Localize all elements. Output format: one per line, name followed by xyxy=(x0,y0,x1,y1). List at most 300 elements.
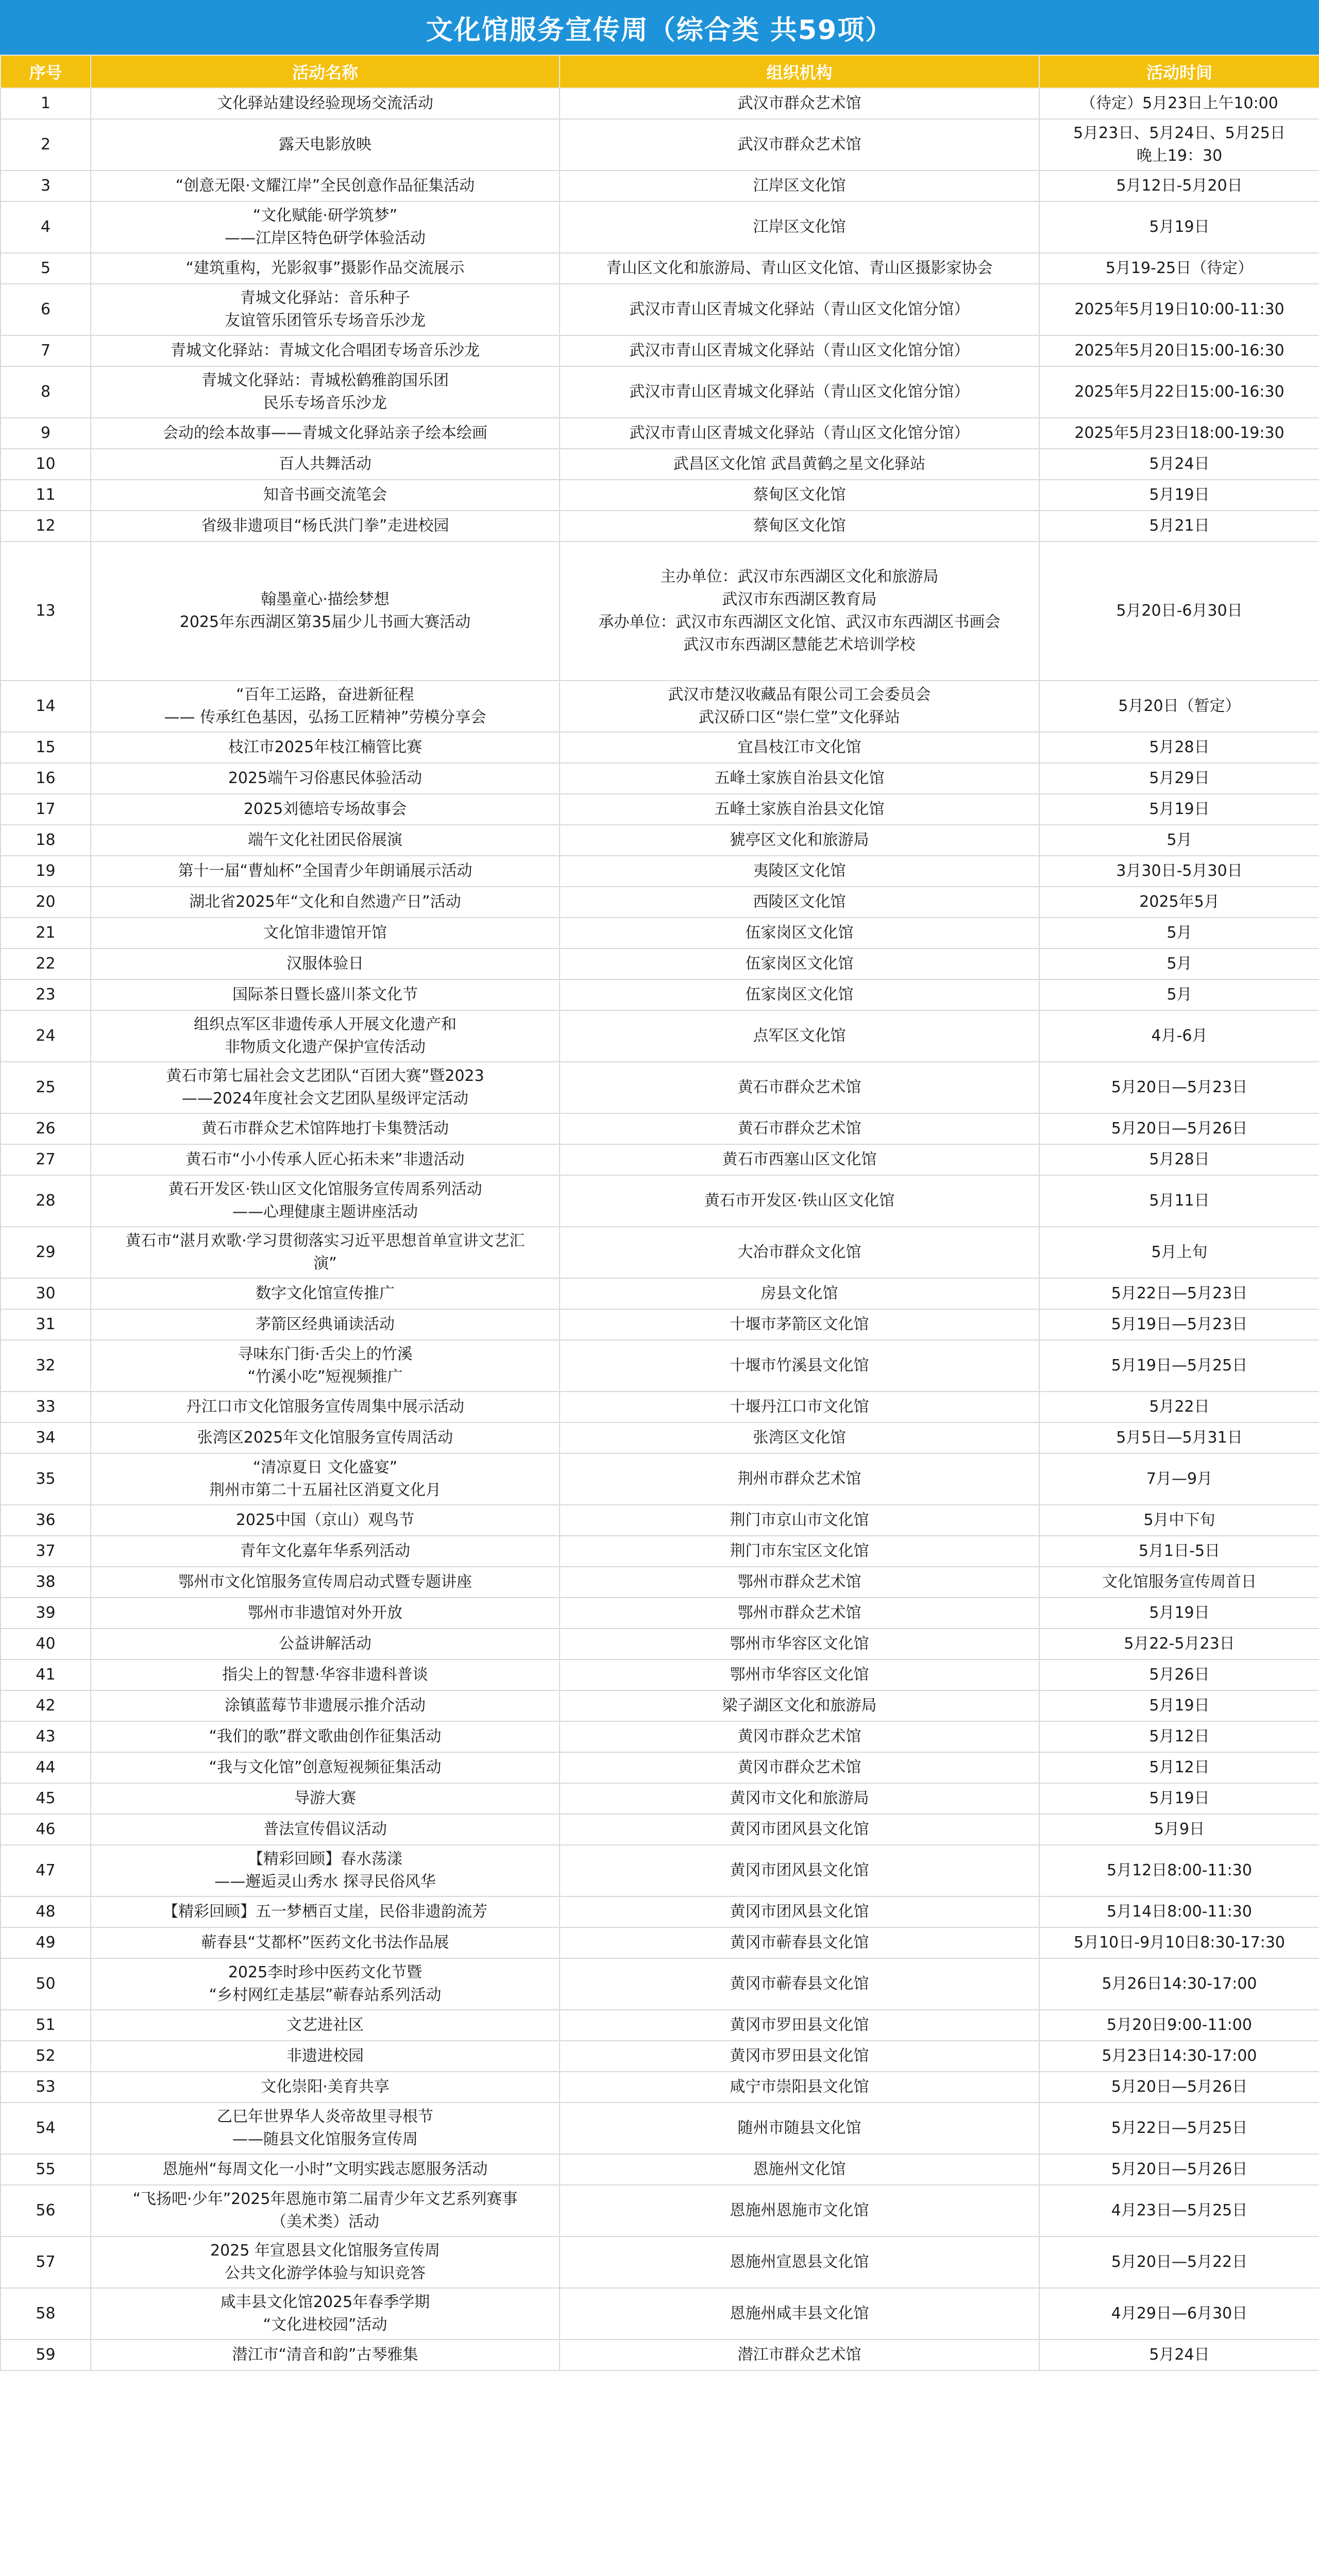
table-row xyxy=(1,335,1319,366)
cell-activity-time: 5月11日 xyxy=(1039,1175,1319,1227)
cell-activity-time: 5月29日 xyxy=(1039,763,1319,794)
cell-activity-time: 7月—9月 xyxy=(1039,1453,1319,1505)
cell-activity-name: 组织点军区非遗传承人开展文化遗产和 非物质文化遗产保护宣传活动 xyxy=(91,1010,560,1062)
cell-number: 42 xyxy=(1,1690,91,1721)
cell-activity-name: 普法宣传倡议活动 xyxy=(91,1814,560,1845)
cell-activity-time: 5月22日 xyxy=(1039,1392,1319,1422)
cell-activity-time: 5月20日—5月23日 xyxy=(1039,1062,1319,1113)
table-row xyxy=(1,541,1319,681)
cell-organization: 江岸区文化馆 xyxy=(560,171,1039,201)
cell-number: 40 xyxy=(1,1629,91,1659)
cell-activity-time: 5月22日—5月23日 xyxy=(1039,1278,1319,1309)
cell-activity-time: 5月28日 xyxy=(1039,1144,1319,1175)
cell-number: 57 xyxy=(1,2236,91,2288)
cell-activity-time: 5月26日14:30-17:00 xyxy=(1039,1958,1319,2010)
cell-activity-name: 黄石开发区·铁山区文化馆服务宣传周系列活动 ——心理健康主题讲座活动 xyxy=(91,1175,560,1227)
table-row xyxy=(1,418,1319,449)
cell-activity-name: “飞扬吧·少年”2025年恩施市第二届青少年文艺系列赛事 （美术类）活动 xyxy=(91,2185,560,2236)
cell-organization: 五峰土家族自治县文化馆 xyxy=(560,763,1039,794)
cell-number: 31 xyxy=(1,1309,91,1340)
cell-organization: 武汉市青山区青城文化驿站（青山区文化馆分馆） xyxy=(560,418,1039,449)
cell-activity-time: 文化馆服务宣传周首日 xyxy=(1039,1567,1319,1598)
cell-activity-name: 2025中国（京山）观鸟节 xyxy=(91,1505,560,1536)
cell-activity-name: 寻味东门街·舌尖上的竹溪 “竹溪小吃”短视频推广 xyxy=(91,1340,560,1392)
table-row xyxy=(1,1175,1319,1227)
cell-organization: 武汉市群众艺术馆 xyxy=(560,88,1039,119)
cell-activity-name: 汉服体验日 xyxy=(91,948,560,979)
cell-activity-name: 涂镇蓝莓节非遗展示推介活动 xyxy=(91,1690,560,1721)
cell-organization: 点军区文化馆 xyxy=(560,1010,1039,1062)
cell-activity-name: 导游大赛 xyxy=(91,1783,560,1814)
cell-number: 3 xyxy=(1,171,91,201)
cell-organization: 黄冈市群众艺术馆 xyxy=(560,1721,1039,1752)
header-organization: 组织机构 xyxy=(560,55,1039,88)
cell-organization: 武汉市群众艺术馆 xyxy=(560,119,1039,171)
cell-organization: 十堰市茅箭区文化馆 xyxy=(560,1309,1039,1340)
cell-activity-name: 2025刘德培专场故事会 xyxy=(91,794,560,825)
table-row xyxy=(1,1958,1319,2010)
table-row xyxy=(1,1227,1319,1278)
cell-organization: 咸宁市崇阳县文化馆 xyxy=(560,2072,1039,2103)
cell-activity-time: 5月19日 xyxy=(1039,201,1319,253)
cell-activity-time: 5月1日-5日 xyxy=(1039,1536,1319,1567)
table-header-row xyxy=(1,55,1319,88)
cell-activity-name: “文化赋能·研学筑梦” ——江岸区特色研学体验活动 xyxy=(91,201,560,253)
cell-activity-name: 咸丰县文化馆2025年春季学期 “文化进校园”活动 xyxy=(91,2288,560,2340)
cell-organization: 张湾区文化馆 xyxy=(560,1422,1039,1453)
cell-organization: 十堰市竹溪县文化馆 xyxy=(560,1340,1039,1392)
cell-organization: 蔡甸区文化馆 xyxy=(560,480,1039,511)
cell-number: 9 xyxy=(1,418,91,449)
cell-activity-time: 5月12日8:00-11:30 xyxy=(1039,1845,1319,1896)
cell-organization: 伍家岗区文化馆 xyxy=(560,918,1039,948)
table-row xyxy=(1,1144,1319,1175)
table-row xyxy=(1,1278,1319,1309)
cell-activity-time: 5月22-5月23日 xyxy=(1039,1629,1319,1659)
cell-activity-time: 5月12日 xyxy=(1039,1721,1319,1752)
cell-activity-name: 张湾区2025年文化馆服务宣传周活动 xyxy=(91,1422,560,1453)
cell-activity-name: 露天电影放映 xyxy=(91,119,560,171)
cell-organization: 武汉市青山区青城文化驿站（青山区文化馆分馆） xyxy=(560,366,1039,418)
cell-number: 19 xyxy=(1,856,91,887)
cell-number: 10 xyxy=(1,449,91,480)
cell-activity-time: 4月29日—6月30日 xyxy=(1039,2288,1319,2340)
cell-activity-name: 青年文化嘉年华系列活动 xyxy=(91,1536,560,1567)
cell-activity-time: 5月 xyxy=(1039,825,1319,856)
cell-activity-name: 鄂州市非遗馆对外开放 xyxy=(91,1598,560,1629)
table-row xyxy=(1,732,1319,763)
cell-activity-name: 黄石市第七届社会文艺团队“百团大赛”暨2023 ——2024年度社会文艺团队星级评定活动 xyxy=(91,1062,560,1113)
cell-number: 51 xyxy=(1,2010,91,2041)
table-row xyxy=(1,948,1319,979)
table-row xyxy=(1,1721,1319,1752)
cell-organization: 武汉市青山区青城文化驿站（青山区文化馆分馆） xyxy=(560,284,1039,335)
cell-organization: 黄冈市文化和旅游局 xyxy=(560,1783,1039,1814)
cell-activity-name: 鄂州市文化馆服务宣传周启动式暨专题讲座 xyxy=(91,1567,560,1598)
cell-organization: 恩施州宣恩县文化馆 xyxy=(560,2236,1039,2288)
cell-organization: 黄冈市团风县文化馆 xyxy=(560,1845,1039,1896)
header-number: 序号 xyxy=(1,55,91,88)
cell-organization: 蔡甸区文化馆 xyxy=(560,511,1039,541)
table-row xyxy=(1,480,1319,511)
cell-activity-time: 5月19日 xyxy=(1039,794,1319,825)
cell-number: 7 xyxy=(1,335,91,366)
table-row xyxy=(1,201,1319,253)
cell-organization: 黄冈市团风县文化馆 xyxy=(560,1814,1039,1845)
cell-activity-name: 青城文化驿站：音乐种子 友谊管乐团管乐专场音乐沙龙 xyxy=(91,284,560,335)
cell-organization: 黄石市群众艺术馆 xyxy=(560,1062,1039,1113)
cell-activity-name: 青城文化驿站：青城文化合唱团专场音乐沙龙 xyxy=(91,335,560,366)
cell-activity-time: 5月20日-6月30日 xyxy=(1039,541,1319,681)
table-row xyxy=(1,1422,1319,1453)
cell-number: 33 xyxy=(1,1392,91,1422)
cell-activity-name: 青城文化驿站：青城松鹤雅韵国乐团 民乐专场音乐沙龙 xyxy=(91,366,560,418)
cell-organization: 恩施州恩施市文化馆 xyxy=(560,2185,1039,2236)
table-row xyxy=(1,1505,1319,1536)
cell-activity-time: 5月20日—5月26日 xyxy=(1039,2072,1319,2103)
cell-number: 21 xyxy=(1,918,91,948)
cell-activity-name: 湖北省2025年“文化和自然遗产日”活动 xyxy=(91,887,560,918)
cell-organization: 鄂州市华容区文化馆 xyxy=(560,1629,1039,1659)
table-row xyxy=(1,2010,1319,2041)
cell-organization: 黄冈市群众艺术馆 xyxy=(560,1752,1039,1783)
cell-activity-time: 2025年5月22日15:00-16:30 xyxy=(1039,366,1319,418)
cell-activity-name: 文化崇阳·美育共享 xyxy=(91,2072,560,2103)
cell-number: 28 xyxy=(1,1175,91,1227)
table-row xyxy=(1,1690,1319,1721)
cell-organization: 黄冈市罗田县文化馆 xyxy=(560,2041,1039,2072)
cell-organization: 武昌区文化馆 武昌黄鹤之星文化驿站 xyxy=(560,449,1039,480)
cell-number: 22 xyxy=(1,948,91,979)
cell-activity-name: “百年工运路，奋进新征程 —— 传承红色基因，弘扬工匠精神”劳模分享会 xyxy=(91,681,560,732)
cell-organization: 十堰丹江口市文化馆 xyxy=(560,1392,1039,1422)
cell-activity-name: “我们的歌”群文歌曲创作征集活动 xyxy=(91,1721,560,1752)
cell-activity-time: 5月20日（暂定） xyxy=(1039,681,1319,732)
table-row xyxy=(1,284,1319,335)
cell-organization: 五峰土家族自治县文化馆 xyxy=(560,794,1039,825)
cell-organization: 宜昌枝江市文化馆 xyxy=(560,732,1039,763)
cell-activity-time: 2025年5月20日15:00-16:30 xyxy=(1039,335,1319,366)
table-row xyxy=(1,918,1319,948)
table-row xyxy=(1,2340,1319,2370)
header-activity-name: 活动名称 xyxy=(91,55,560,88)
table-row xyxy=(1,1340,1319,1392)
cell-activity-time: 2025年5月 xyxy=(1039,887,1319,918)
cell-activity-name: 文化馆非遗馆开馆 xyxy=(91,918,560,948)
cell-activity-name: 第十一届“曹灿杯”全国青少年朗诵展示活动 xyxy=(91,856,560,887)
cell-number: 5 xyxy=(1,253,91,284)
table-row xyxy=(1,119,1319,171)
cell-organization: 主办单位：武汉市东西湖区文化和旅游局 武汉市东西湖区教育局 承办单位：武汉市东西湖区文化馆、武汉市东西湖区书画会 武汉市东西湖区慧能艺术培训学校 xyxy=(560,541,1039,681)
cell-number: 6 xyxy=(1,284,91,335)
cell-organization: 黄石市西塞山区文化馆 xyxy=(560,1144,1039,1175)
cell-number: 18 xyxy=(1,825,91,856)
cell-activity-name: 【精彩回顾】春水荡漾 ——邂逅灵山秀水 探寻民俗风华 xyxy=(91,1845,560,1896)
cell-organization: 恩施州文化馆 xyxy=(560,2154,1039,2185)
cell-activity-time: 5月10日-9月10日8:30-17:30 xyxy=(1039,1927,1319,1958)
table-row xyxy=(1,1536,1319,1567)
cell-organization: 黄冈市罗田县文化馆 xyxy=(560,2010,1039,2041)
table-row xyxy=(1,1453,1319,1505)
cell-organization: 黄石市群众艺术馆 xyxy=(560,1113,1039,1144)
table-row xyxy=(1,366,1319,418)
table-row xyxy=(1,1113,1319,1144)
cell-activity-time: 5月28日 xyxy=(1039,732,1319,763)
cell-activity-time: 5月19日 xyxy=(1039,480,1319,511)
table-row xyxy=(1,2072,1319,2103)
table-row xyxy=(1,681,1319,732)
table-body xyxy=(1,88,1319,2370)
cell-organization: 恩施州咸丰县文化馆 xyxy=(560,2288,1039,2340)
table-row xyxy=(1,1629,1319,1659)
cell-activity-time: （待定）5月23日上午10:00 xyxy=(1039,88,1319,119)
table-row xyxy=(1,1309,1319,1340)
cell-number: 49 xyxy=(1,1927,91,1958)
cell-organization: 西陵区文化馆 xyxy=(560,887,1039,918)
cell-activity-name: 丹江口市文化馆服务宣传周集中展示活动 xyxy=(91,1392,560,1422)
cell-organization: 潜江市群众艺术馆 xyxy=(560,2340,1039,2370)
table-row xyxy=(1,2103,1319,2154)
cell-number: 37 xyxy=(1,1536,91,1567)
cell-organization: 随州市随县文化馆 xyxy=(560,2103,1039,2154)
table-row xyxy=(1,763,1319,794)
cell-number: 8 xyxy=(1,366,91,418)
cell-organization: 鄂州市华容区文化馆 xyxy=(560,1659,1039,1690)
table-row xyxy=(1,1062,1319,1113)
cell-number: 32 xyxy=(1,1340,91,1392)
cell-activity-time: 5月24日 xyxy=(1039,449,1319,480)
cell-number: 53 xyxy=(1,2072,91,2103)
cell-activity-time: 5月19日 xyxy=(1039,1690,1319,1721)
cell-activity-name: 非遗进校园 xyxy=(91,2041,560,2072)
cell-activity-name: 2025 年宣恩县文化馆服务宣传周 公共文化游学体验与知识竞答 xyxy=(91,2236,560,2288)
table-row xyxy=(1,171,1319,201)
cell-number: 13 xyxy=(1,541,91,681)
cell-activity-time: 3月30日-5月30日 xyxy=(1039,856,1319,887)
cell-activity-time: 5月14日8:00-11:30 xyxy=(1039,1896,1319,1927)
cell-number: 25 xyxy=(1,1062,91,1113)
cell-activity-name: 【精彩回顾】五一梦栖百丈崖，民俗非遗韵流芳 xyxy=(91,1896,560,1927)
table-row xyxy=(1,856,1319,887)
cell-number: 47 xyxy=(1,1845,91,1896)
table-row xyxy=(1,794,1319,825)
table-row xyxy=(1,887,1319,918)
cell-activity-name: 2025李时珍中医药文化节暨 “乡村网红走基层”蕲春站系列活动 xyxy=(91,1958,560,2010)
table-row xyxy=(1,511,1319,541)
cell-activity-time: 5月中下旬 xyxy=(1039,1505,1319,1536)
cell-number: 41 xyxy=(1,1659,91,1690)
cell-organization: 荆门市东宝区文化馆 xyxy=(560,1536,1039,1567)
cell-activity-time: 5月20日—5月22日 xyxy=(1039,2236,1319,2288)
cell-activity-time: 5月9日 xyxy=(1039,1814,1319,1845)
table-row xyxy=(1,2154,1319,2185)
cell-activity-time: 5月5日—5月31日 xyxy=(1039,1422,1319,1453)
header-activity-time: 活动时间 xyxy=(1039,55,1319,88)
table-row xyxy=(1,1659,1319,1690)
cell-organization: 武汉市青山区青城文化驿站（青山区文化馆分馆） xyxy=(560,335,1039,366)
table-row xyxy=(1,1010,1319,1062)
table-row xyxy=(1,979,1319,1010)
cell-activity-time: 5月23日、5月24日、5月25日 晚上19：30 xyxy=(1039,119,1319,171)
cell-activity-time: 5月19日 xyxy=(1039,1598,1319,1629)
cell-number: 56 xyxy=(1,2185,91,2236)
cell-activity-name: 文艺进社区 xyxy=(91,2010,560,2041)
cell-activity-name: 黄石市“湛月欢歌·学习贯彻落实习近平思想首单宣讲文艺汇 演” xyxy=(91,1227,560,1278)
cell-activity-time: 5月19日—5月23日 xyxy=(1039,1309,1319,1340)
cell-activity-time: 5月20日—5月26日 xyxy=(1039,2154,1319,2185)
cell-number: 58 xyxy=(1,2288,91,2340)
cell-activity-name: 黄石市群众艺术馆阵地打卡集赞活动 xyxy=(91,1113,560,1144)
cell-organization: 青山区文化和旅游局、青山区文化馆、青山区摄影家协会 xyxy=(560,253,1039,284)
cell-number: 43 xyxy=(1,1721,91,1752)
cell-activity-name: 国际茶日暨长盛川茶文化节 xyxy=(91,979,560,1010)
page-title: 文化馆服务宣传周（综合类 共59项） xyxy=(0,0,1319,55)
cell-organization: 房县文化馆 xyxy=(560,1278,1039,1309)
cell-activity-time: 5月上旬 xyxy=(1039,1227,1319,1278)
cell-organization: 鄂州市群众艺术馆 xyxy=(560,1567,1039,1598)
cell-number: 12 xyxy=(1,511,91,541)
cell-activity-name: 乙巳年世界华人炎帝故里寻根节 ——随县文化馆服务宣传周 xyxy=(91,2103,560,2154)
cell-number: 20 xyxy=(1,887,91,918)
table-row xyxy=(1,1392,1319,1422)
cell-activity-name: 恩施州“每周文化一小时”文明实践志愿服务活动 xyxy=(91,2154,560,2185)
cell-number: 34 xyxy=(1,1422,91,1453)
cell-number: 2 xyxy=(1,119,91,171)
cell-organization: 黄冈市团风县文化馆 xyxy=(560,1896,1039,1927)
table-row xyxy=(1,2236,1319,2288)
cell-number: 50 xyxy=(1,1958,91,2010)
cell-number: 52 xyxy=(1,2041,91,2072)
cell-number: 16 xyxy=(1,763,91,794)
cell-activity-time: 5月20日9:00-11:00 xyxy=(1039,2010,1319,2041)
cell-number: 48 xyxy=(1,1896,91,1927)
cell-number: 14 xyxy=(1,681,91,732)
cell-number: 27 xyxy=(1,1144,91,1175)
table-row xyxy=(1,1783,1319,1814)
cell-activity-name: “建筑重构，光影叙事”摄影作品交流展示 xyxy=(91,253,560,284)
cell-activity-name: 百人共舞活动 xyxy=(91,449,560,480)
table-row xyxy=(1,449,1319,480)
cell-number: 39 xyxy=(1,1598,91,1629)
table-row xyxy=(1,1814,1319,1845)
cell-number: 46 xyxy=(1,1814,91,1845)
cell-activity-time: 5月 xyxy=(1039,918,1319,948)
cell-number: 59 xyxy=(1,2340,91,2370)
table-row xyxy=(1,1845,1319,1896)
cell-number: 55 xyxy=(1,2154,91,2185)
cell-organization: 黄石市开发区·铁山区文化馆 xyxy=(560,1175,1039,1227)
cell-activity-name: 枝江市2025年枝江楠管比赛 xyxy=(91,732,560,763)
cell-organization: 荆门市京山市文化馆 xyxy=(560,1505,1039,1536)
cell-activity-name: 会动的绘本故事——青城文化驿站亲子绘本绘画 xyxy=(91,418,560,449)
cell-organization: 大冶市群众文化馆 xyxy=(560,1227,1039,1278)
cell-number: 36 xyxy=(1,1505,91,1536)
cell-number: 38 xyxy=(1,1567,91,1598)
cell-number: 26 xyxy=(1,1113,91,1144)
cell-organization: 伍家岗区文化馆 xyxy=(560,979,1039,1010)
cell-activity-time: 5月22日—5月25日 xyxy=(1039,2103,1319,2154)
table-row xyxy=(1,1896,1319,1927)
table-row xyxy=(1,1567,1319,1598)
table-row xyxy=(1,1752,1319,1783)
cell-organization: 鄂州市群众艺术馆 xyxy=(560,1598,1039,1629)
table-row xyxy=(1,2288,1319,2340)
cell-number: 11 xyxy=(1,480,91,511)
cell-organization: 夷陵区文化馆 xyxy=(560,856,1039,887)
cell-activity-name: 文化驿站建设经验现场交流活动 xyxy=(91,88,560,119)
cell-activity-time: 5月12日-5月20日 xyxy=(1039,171,1319,201)
cell-activity-time: 5月23日14:30-17:00 xyxy=(1039,2041,1319,2072)
cell-activity-name: 数字文化馆宣传推广 xyxy=(91,1278,560,1309)
cell-activity-name: 知音书画交流笔会 xyxy=(91,480,560,511)
cell-number: 29 xyxy=(1,1227,91,1278)
cell-activity-time: 5月19-25日（待定） xyxy=(1039,253,1319,284)
cell-organization: 荆州市群众艺术馆 xyxy=(560,1453,1039,1505)
cell-activity-name: 指尖上的智慧·华容非遗科普谈 xyxy=(91,1659,560,1690)
cell-number: 1 xyxy=(1,88,91,119)
table-row xyxy=(1,1598,1319,1629)
cell-activity-name: 2025端午习俗惠民体验活动 xyxy=(91,763,560,794)
cell-activity-time: 4月23日—5月25日 xyxy=(1039,2185,1319,2236)
cell-organization: 猇亭区文化和旅游局 xyxy=(560,825,1039,856)
cell-number: 54 xyxy=(1,2103,91,2154)
cell-activity-time: 5月19日 xyxy=(1039,1783,1319,1814)
cell-activity-time: 5月12日 xyxy=(1039,1752,1319,1783)
cell-number: 15 xyxy=(1,732,91,763)
cell-organization: 黄冈市蕲春县文化馆 xyxy=(560,1958,1039,2010)
cell-number: 45 xyxy=(1,1783,91,1814)
cell-activity-time: 5月20日—5月26日 xyxy=(1039,1113,1319,1144)
cell-activity-name: 黄石市“小小传承人匠心拓未来”非遗活动 xyxy=(91,1144,560,1175)
cell-activity-name: 翰墨童心·描绘梦想 2025年东西湖区第35届少儿书画大赛活动 xyxy=(91,541,560,681)
cell-number: 17 xyxy=(1,794,91,825)
cell-number: 23 xyxy=(1,979,91,1010)
table-row xyxy=(1,2185,1319,2236)
cell-activity-time: 4月-6月 xyxy=(1039,1010,1319,1062)
cell-activity-name: 潜江市“清音和韵”古琴雅集 xyxy=(91,2340,560,2370)
table-row xyxy=(1,88,1319,119)
cell-number: 30 xyxy=(1,1278,91,1309)
cell-activity-name: “创意无限·文耀江岸”全民创意作品征集活动 xyxy=(91,171,560,201)
cell-activity-name: 端午文化社团民俗展演 xyxy=(91,825,560,856)
cell-activity-name: “清凉夏日 文化盛宴” 荆州市第二十五届社区消夏文化月 xyxy=(91,1453,560,1505)
cell-organization: 梁子湖区文化和旅游局 xyxy=(560,1690,1039,1721)
table-row xyxy=(1,1927,1319,1958)
cell-activity-name: 公益讲解活动 xyxy=(91,1629,560,1659)
cell-number: 44 xyxy=(1,1752,91,1783)
table-row xyxy=(1,2041,1319,2072)
cell-activity-time: 5月 xyxy=(1039,979,1319,1010)
table-row xyxy=(1,825,1319,856)
cell-activity-name: 省级非遗项目“杨氏洪门拳”走进校园 xyxy=(91,511,560,541)
activity-table xyxy=(0,55,1319,2371)
cell-activity-time: 2025年5月19日10:00-11:30 xyxy=(1039,284,1319,335)
cell-activity-name: 茅箭区经典诵读活动 xyxy=(91,1309,560,1340)
cell-activity-time: 5月 xyxy=(1039,948,1319,979)
cell-activity-time: 5月24日 xyxy=(1039,2340,1319,2370)
cell-activity-time: 5月19日—5月25日 xyxy=(1039,1340,1319,1392)
cell-organization: 江岸区文化馆 xyxy=(560,201,1039,253)
cell-organization: 武汉市楚汉收藏品有限公司工会委员会 武汉硚口区“崇仁堂”文化驿站 xyxy=(560,681,1039,732)
cell-activity-time: 2025年5月23日18:00-19:30 xyxy=(1039,418,1319,449)
cell-activity-name: “我与文化馆”创意短视频征集活动 xyxy=(91,1752,560,1783)
cell-number: 4 xyxy=(1,201,91,253)
cell-activity-name: 蕲春县“艾都杯”医药文化书法作品展 xyxy=(91,1927,560,1958)
cell-number: 35 xyxy=(1,1453,91,1505)
table-row xyxy=(1,253,1319,284)
cell-number: 24 xyxy=(1,1010,91,1062)
cell-activity-time: 5月21日 xyxy=(1039,511,1319,541)
